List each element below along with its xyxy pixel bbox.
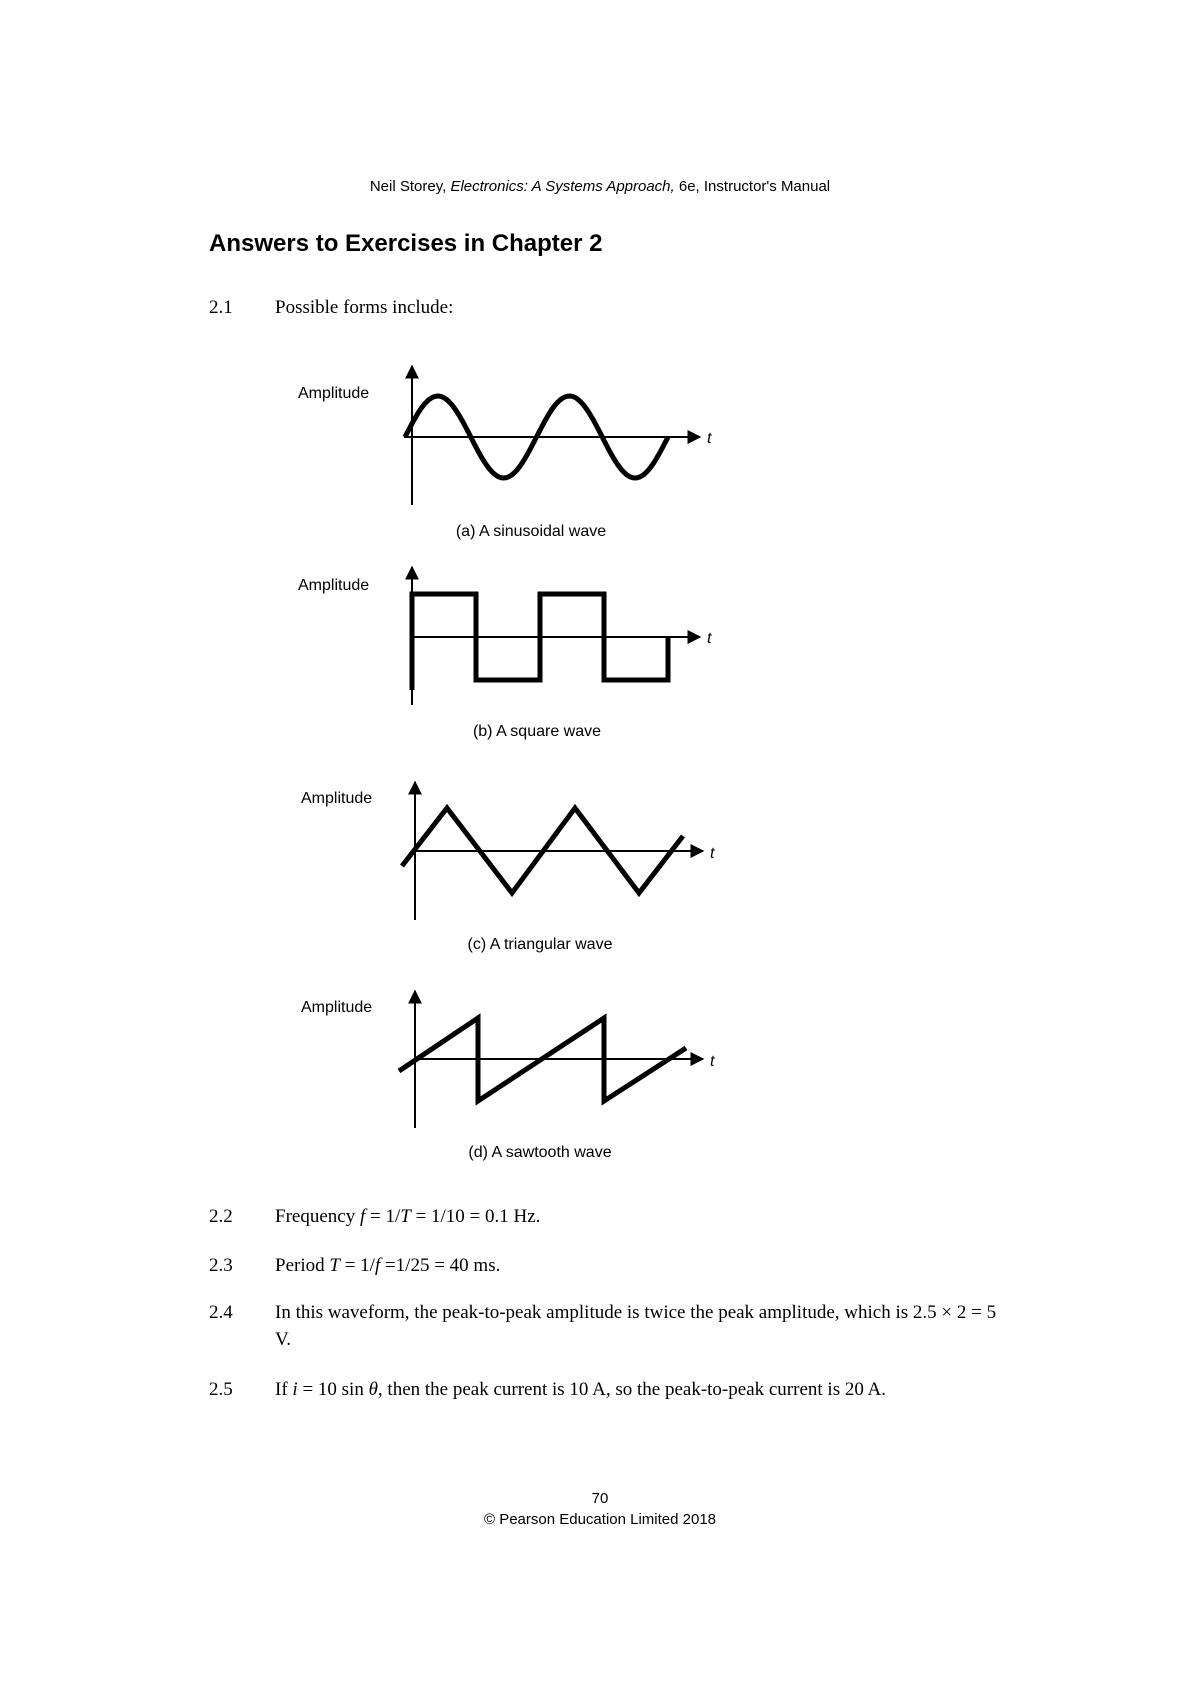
t-axis-label: t [707, 630, 712, 647]
t-axis-label: t [710, 1053, 715, 1070]
amplitude-label: Amplitude [301, 999, 373, 1016]
sawtooth-caption: (d) A sawtooth wave [468, 1144, 612, 1161]
symbol-theta: θ [368, 1379, 378, 1400]
amplitude-label: Amplitude [298, 385, 370, 402]
exercise-number: 2.3 [209, 1255, 233, 1276]
header-author: Neil Storey, [369, 178, 451, 195]
page-title: Answers to Exercises in Chapter 2 [209, 230, 603, 257]
exercise-text [275, 1252, 1005, 1279]
square-caption: (b) A square wave [472, 723, 602, 740]
header-book-title: Electronics: A Systems Approach, [450, 178, 675, 195]
text-part: If [275, 1379, 293, 1400]
text-part: Frequency [275, 1206, 360, 1227]
exercise-number: 2.5 [209, 1379, 233, 1400]
t-axis-label: t [707, 430, 712, 447]
exercise-number: 2.2 [209, 1206, 233, 1227]
exercise-text [275, 1376, 1005, 1403]
text-part: = 1/ [365, 1206, 401, 1227]
symbol-T: T [329, 1255, 340, 1276]
symbol-f: f [374, 1255, 381, 1276]
symbol-f: f [359, 1206, 366, 1227]
amplitude-label: Amplitude [301, 790, 373, 807]
square-wave-figure [298, 567, 712, 740]
sine-caption: (a) A sinusoidal wave [455, 523, 607, 540]
exercise-number: 2.4 [209, 1302, 233, 1323]
text-part: Period [275, 1255, 330, 1276]
exercise-text: Possible forms include: [275, 297, 454, 318]
text-part: = 1/10 = 0.1 Hz. [410, 1206, 541, 1227]
exercise-text: In this waveform, the peak-to-peak amplitude is twice the peak amplitude, which is 2.5 × 2 = 5 V. [275, 1302, 997, 1350]
triangle-caption: (c) A triangular wave [467, 936, 613, 953]
header-edition: 6e, Instructor's Manual [674, 178, 831, 195]
triangle-wave-figure [301, 782, 715, 953]
exercise-number: 2.1 [209, 297, 233, 318]
text-part: = 1/ [339, 1255, 375, 1276]
exercise-text [275, 1203, 1005, 1230]
text-part: = 10 sin [297, 1379, 369, 1400]
text-part: =1/25 = 40 ms. [380, 1255, 501, 1276]
page-number: 70 [591, 1490, 609, 1507]
symbol-i: i [292, 1379, 298, 1400]
square-wave-trace [412, 594, 668, 690]
amplitude-label: Amplitude [298, 577, 370, 594]
symbol-T: T [400, 1206, 411, 1227]
text-part: , then the peak current is 10 A, so the peak-to-peak current is 20 A. [377, 1379, 887, 1400]
t-axis-label: t [710, 845, 715, 862]
copyright-notice: © Pearson Education Limited 2018 [483, 1511, 717, 1528]
sine-wave-figure [298, 366, 712, 540]
sawtooth-wave-figure [301, 991, 715, 1161]
